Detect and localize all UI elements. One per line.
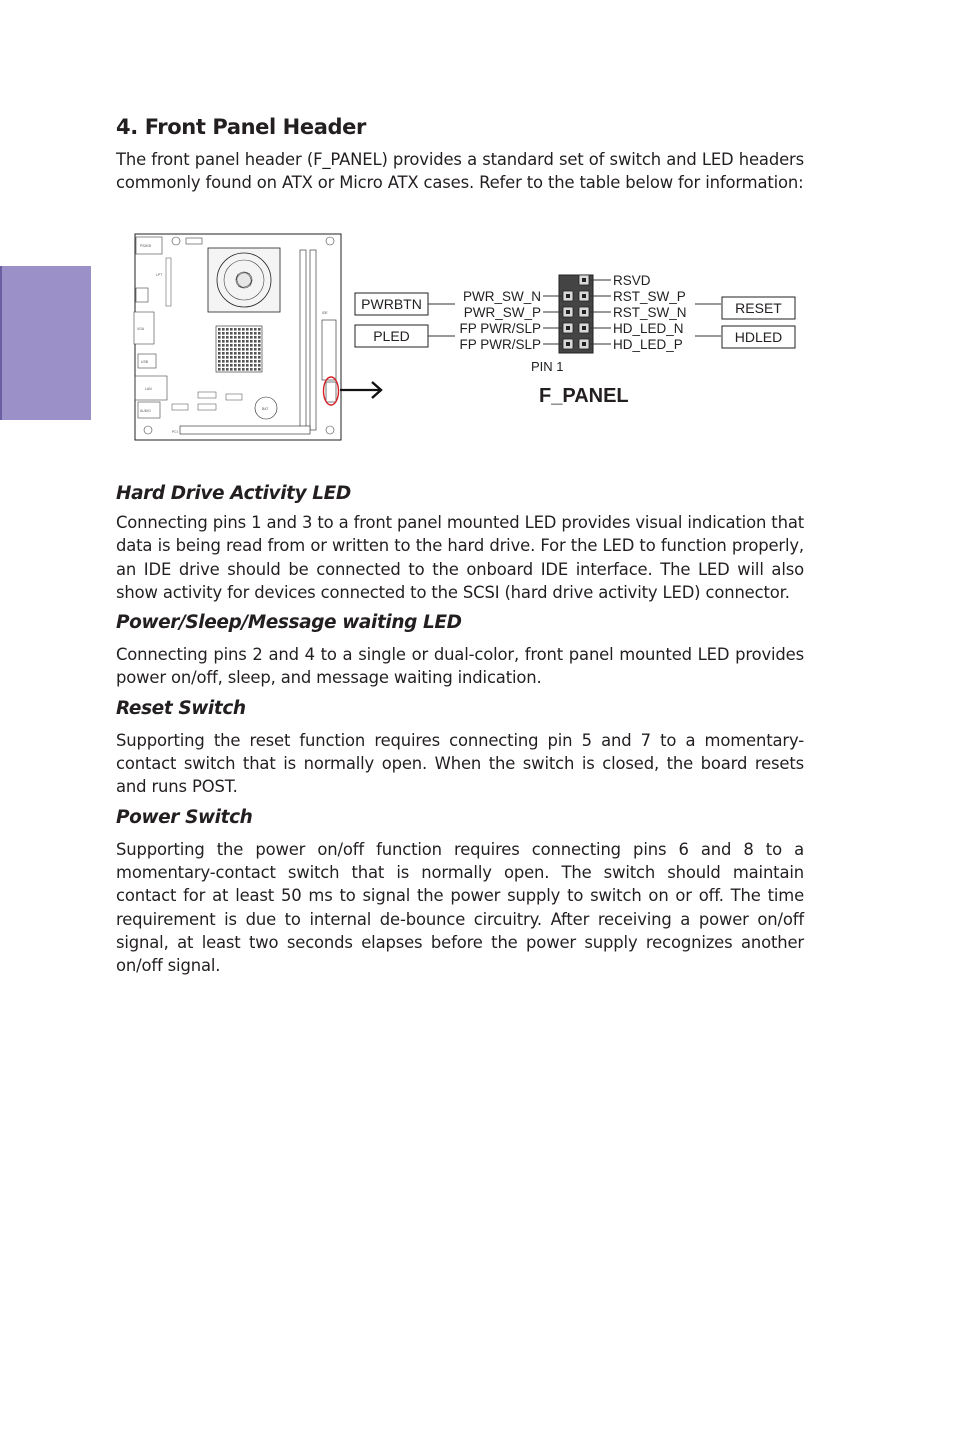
reset-label: RESET (735, 300, 782, 316)
ide-label: IDE (322, 311, 328, 315)
power-led-title: Power/Sleep/Message waiting LED (116, 612, 462, 634)
motherboard-layout (134, 234, 341, 440)
page-content (116, 112, 804, 195)
right-pin-label: RSVD (613, 273, 651, 288)
reset-switch-title: Reset Switch (116, 697, 246, 719)
pci-label: PCI (172, 430, 178, 434)
ps2-label: PS2KB (140, 244, 151, 248)
audio-label: AUDIO (140, 409, 151, 413)
left-pin-label: PWR_SW_N (462, 289, 541, 304)
left-pin-label: FP PWR/SLP (459, 337, 541, 352)
f-panel-title: F_PANEL (539, 385, 629, 407)
connector-pin-core (566, 326, 570, 330)
connector-pin-core (582, 342, 586, 346)
connector-pin-core (566, 342, 570, 346)
connector-pin-core (566, 310, 570, 314)
heatsink-grid (218, 328, 261, 371)
power-switch-body: Supporting the power on/off function requires connecting pins 6 and 8 to a momentary-contact switch that is normally open. The switch should maintain contact for at least 50 ms to signal the power supply to switch on or off. The time requirement is due to internal de-bounce circuitry. After receiving a power on/off signal, at least two seconds elapses before the power supply recognizes another on/off signal. (116, 839, 804, 976)
usb-label: USB (141, 360, 148, 364)
pin1-label: PIN 1 (531, 359, 564, 374)
hdd-led-title: Hard Drive Activity LED (116, 483, 351, 504)
power-led-body: Connecting pins 2 and 4 to a single or dual-color, front panel mounted LED provides power on/off, sleep, and message waiting indication. (116, 645, 804, 688)
right-pin-label: HD_LED_N (613, 321, 684, 336)
pointer-arrow (340, 382, 381, 398)
right-pin-label: RST_SW_P (613, 289, 686, 304)
left-pin-label: PWR_SW_P (463, 305, 541, 320)
connector-pin-core (582, 310, 586, 314)
right-pin-label: RST_SW_N (613, 305, 687, 320)
right-pin-label: HD_LED_P (613, 337, 683, 352)
bat-label: BAT (262, 407, 269, 411)
connector-pin-core (582, 278, 586, 282)
chapter-side-tab (0, 266, 91, 420)
front-panel-diagram (130, 228, 810, 444)
reset-switch-body: Supporting the reset function requires connecting pin 5 and 7 to a momentary-contact switch that is normally open. When the switch is closed, the board resets and runs POST. (116, 730, 804, 797)
connector-pin-core (582, 326, 586, 330)
pled-label: PLED (373, 328, 410, 344)
connector-pin-core (566, 294, 570, 298)
hdd-led-body: Connecting pins 1 and 3 to a front panel mounted LED provides visual indication that data is being read from or written to the hard drive. For the LED to function properly, an IDE drive should be connected to the onboard IDE interface. The LED will also show activity for devices connected to the SCSI (hard drive activity LED) connector. (116, 513, 804, 602)
sections-container (116, 481, 804, 977)
diagram-svg (130, 228, 810, 444)
pin-header (559, 275, 593, 353)
lpt-label: LPT (156, 273, 163, 277)
intro-paragraph: The front panel header (F_PANEL) provides a standard set of switch and LED headers commonly found on ATX or Micro ATX cases. Refer to the table below for information: (116, 150, 804, 193)
section-title: 4. Front Panel Header (116, 115, 366, 139)
pwrbtn-label: PWRBTN (361, 296, 422, 312)
power-switch-title: Power Switch (116, 806, 253, 828)
lan-label: LAN (145, 387, 152, 391)
hdled-label: HDLED (734, 329, 783, 345)
left-pin-label: FP PWR/SLP (459, 321, 541, 336)
connector-pin-core (582, 294, 586, 298)
vga-label: VGA (137, 327, 145, 331)
